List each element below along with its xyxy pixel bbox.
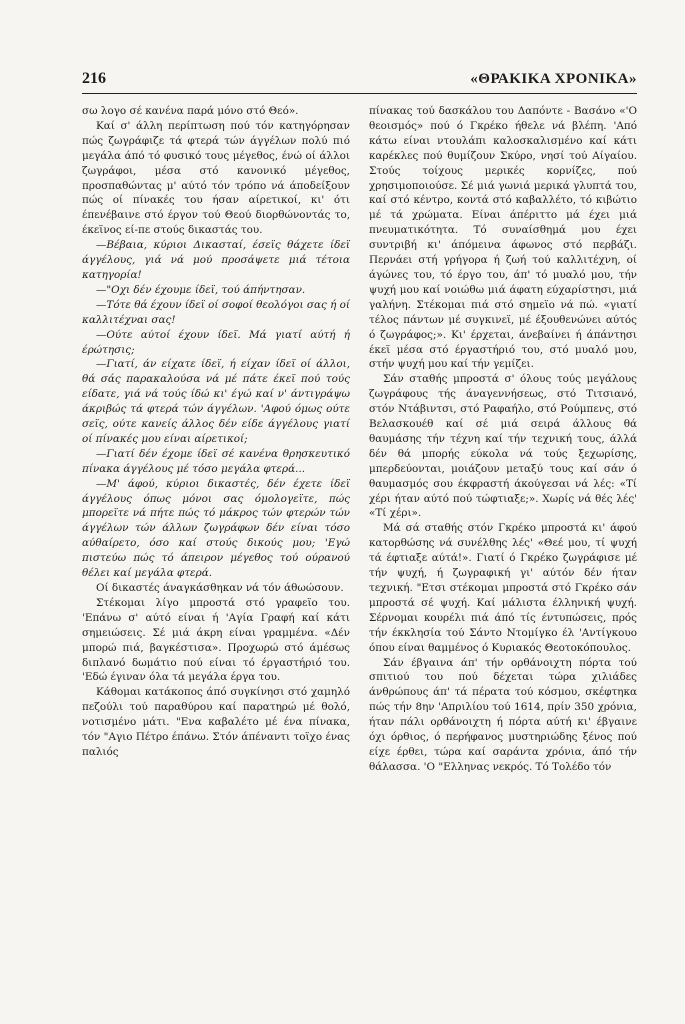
paragraph: Στέκομαι λίγο μπροστά στό γραφεϊο του. 'Επάνω σ' αύτό είναι ή 'Αγία Γραφή καί κάτι σημειώσεις. Σέ μιά άκρη είναι γραμμένα. «Δέν μπορώ πιά, βαγκέστισα». Προχωρώ στό άμέσως διπλανό δωμάτιο πού είναι τό έργαστήριό του. 'Εδώ έγιναν όλα τά μεγάλα έργα του. [82,596,350,684]
header-rule [82,93,637,94]
running-title: «ΘΡΑΚΙΚΑ ΧΡΟΝΙΚΑ» [470,71,637,87]
paragraph: Οί δικαστές άναγκάσθηκαν νά τόν άθωώσουν. [96,582,344,594]
paragraph: πίνακας τού δασκάλου του Δαπόντε - Βασάνο «'Ο θεοισμός» πού ό Γκρέκο ήθελε νά βλέπη. 'Από κάτω είναι ντουλάπι καλοσκαλισμένο καί κάτι καρέκλες πού θυμίζουν Σκύρο, νησί τού Αίγαίου. Στούς τοίχους μερικές κορνίζες, πού χρησιμοποιούσε. Σέ μιά γωνιά μερικά γλυπτά του, καί στό κέντρο, κοντά στό καβαλλέτο, τό κιβώτιο μέ τά χρώματα. Είναι άπέριττο μά έχει μιά πνευματικότητα. Τό συναίσθημά μου έχει συντριβή κι' άπόμεινα άφωνος στό περβάζι. Περνάει στή γρήγορα ή ζωή τού καλλιτέχνη, οί άγώνες του, τό έργο του, άπ' τό μυαλό μου, τήν ψυχή μου καί νοιώθω μιά άφατη εύχαρίστησι, μιά γαλήνη. Στέκομαι πιά στό σημεϊο νά πώ. «γιατί τέλος πάντων μέ συγκινεϊ, μέ έξουθενώνει αύτός ό ζωγράφος;». Κι' έρχεται, άνεβαίνει ή άπάντησι έκεϊ μέσα στό έργαστήριό του, στό μυαλό μου, στήν ψυχή μου καί τήν γεμίζει. [369,105,637,371]
dialogue-paragraph: —Μ' άφού, κύριοι δικαστές, δέν έχετε ίδεϊ άγγέλους όπως μόνοι σας όμολογεϊτε, πώς μπορεϊτε νά πήτε πώς τό μάκρος τών φτερών τών άγγέλων τών άλλων ζωγράφων δέν είναι τόσο αύθαίρετο, όσο καί στούς δικούς μου; 'Εγώ πιστεύω πώς τό άπειρον μέγεθος τού ούρανού θέλει καί μεγάλα φτερά. [82,477,350,580]
dialogue-paragraph: —Ούτε αύτοί έχουν ίδεϊ. Μά γιατί αύτή ή έρώτησις; [82,328,350,356]
paragraph: Καί σ' άλλη περίπτωση πού τόν κατηγόρησαν πώς ζωγράφιζε τά φτερά τών άγγέλων πολύ πιό μεγάλα άπό τό φυσικό τους μέγεθος, ένώ οί άλλοι ζωγράφοι, μέσα στό κανονικό μέγεθος, προσπαθώντας μ' αύτό τόν τρόπο νά άποδείξουν πώς οί πίνακές του ήσαν αίρετικοί, κι' ότι έπενέβαινε στό έργον τού Θεού διορθώνοντάς το, έκεϊνος εί-πε στούς δικαστάς του. [82,119,350,237]
dialogue-paragraph: —"Οχι δέν έχουμε ίδεϊ, τού άπήντησαν. [96,283,306,296]
paragraph: Σάν σταθής μπροστά σ' όλους τούς μεγάλους ζωγράφους τής άναγεννήσεως, στό Τιτσιανό, στόν Ντάβιντσι, στό Ραφαήλο, στό Ρούμπενς, στό Βελασκουέθ καί σέ μιά σειρά άλλους θά θαυμάσης τήν τέχνη καί τήν τεχνική τους, άλλά δέν θά μπορής εύκολα νά τούς ξεχωρίσης, μπερδεύονται, μοιάζουν μεταξύ τους καί σάν ό θαυμασμός σου έκφραστή άκούγεσαι νά λές: «Τί χέρι ήταν αύτό πού τώφτιαξε;». Χωρίς νά θές λές' «Τί χέρι». [369,373,637,520]
dialogue-paragraph: —Τότε θά έχουν ίδεϊ οί σοφοί θεολόγοι σας ή οί καλλιτέχναι σας! [82,298,350,326]
paragraph: σω λογο σέ κανένα παρά μόνο στό Θεό». [82,105,299,117]
text-columns [82,104,637,775]
dialogue-paragraph: —Γιατί δέν έχομε ίδεϊ σέ κανένα θρησκευτικό πίνακα άγγέλους μέ τόσο μεγάλα φτερά... [82,447,350,475]
paragraph: Κάθομαι κατάκοπος άπό συγκίνησι στό χαμηλό πεζούλι τού παραθύρου καί παρατηρώ μέ θολό, νοτισμένο μάτι. "Ενα καβαλέτο μέ ένα πίνακα, τόν "Αγιο Πέτρο έπάνω. Στόν άπέναντι τοϊχο ένας παλιός [82,686,350,758]
dialogue-paragraph: —Γιατί, άν είχατε ίδεϊ, ή είχαν ίδεϊ οί άλλοι, θά σάς παρακαλούσα νά μέ πάτε έκεϊ πού τούς είδατε, γιά νά τούς ίδώ κι' έγώ καί ν' άντιγράψω άκριβώς τά φτερά τών άγγέλων. 'Αφού όμως ούτε σεϊς, ούτε κανείς άλλος δέν είδε άγγέλους γιατί οί πίνακές μου είναι αίρετικοί; [82,358,350,445]
left-column [82,104,350,775]
page-header [82,70,637,88]
dialogue-paragraph: —Βέβαια, κύριοι Δικασταί, έσεϊς θάχετε ίδεϊ άγγέλους, γιά νά μού προσάψετε μιά τέτοια κατηγορία! [82,239,350,281]
paragraph: Μά σά σταθής στόν Γκρέκο μπροστά κι' άφού κατορθώσης νά συνέλθης λές' «Θεέ μου, τί ψυχή τά έφτιαξε αύτά!». Γιατί ό Γκρέκο ζωγράφισε μέ τήν ψυχή, ή ζωγραφική γι' αύτόν δέν ήταν τεχνική. "Ετσι στέκομαι μπροστά στό Γκρέκο σάν μπροστά σέ ψυχή. Καί μάλιστα έλληνική ψυχή. Σέρνομαι κουρέλι πιά άπό τίς έντυπώσεις, πρός τήν έκκλησία τού Σάντο Ντομίγκο έλ 'Αντίγκουο όπου είναι θαμμένος ό Κυριακός Θεοτοκόπουλος. [369,522,637,654]
paragraph: Σάν έβγαινα άπ' τήν ορθάνοιχτη πόρτα τού σπιτιού του πού δέχεται τώρα χιλιάδες άνθρώπους άπ' τά πέρατα τού κόσμου, σκέφτηκα πώς τήν 8ην 'Απριλίου τού 1614, πρίν 350 χρόνια, ήταν πάλι ορθάνοιχτη ή πόρτα αύτή κι' έβγαινε όχι όρθιος, ό περήφανος μυστηριώδης ξένος πού είχε έρθει, τώρα καί σαράντα χρόνια, άπό τήν θάλασσα. 'Ο "Ελληνας νεκρός. Τό Τολέδο τόν [369,656,637,773]
right-column [369,104,637,775]
page-number: 216 [82,70,106,87]
